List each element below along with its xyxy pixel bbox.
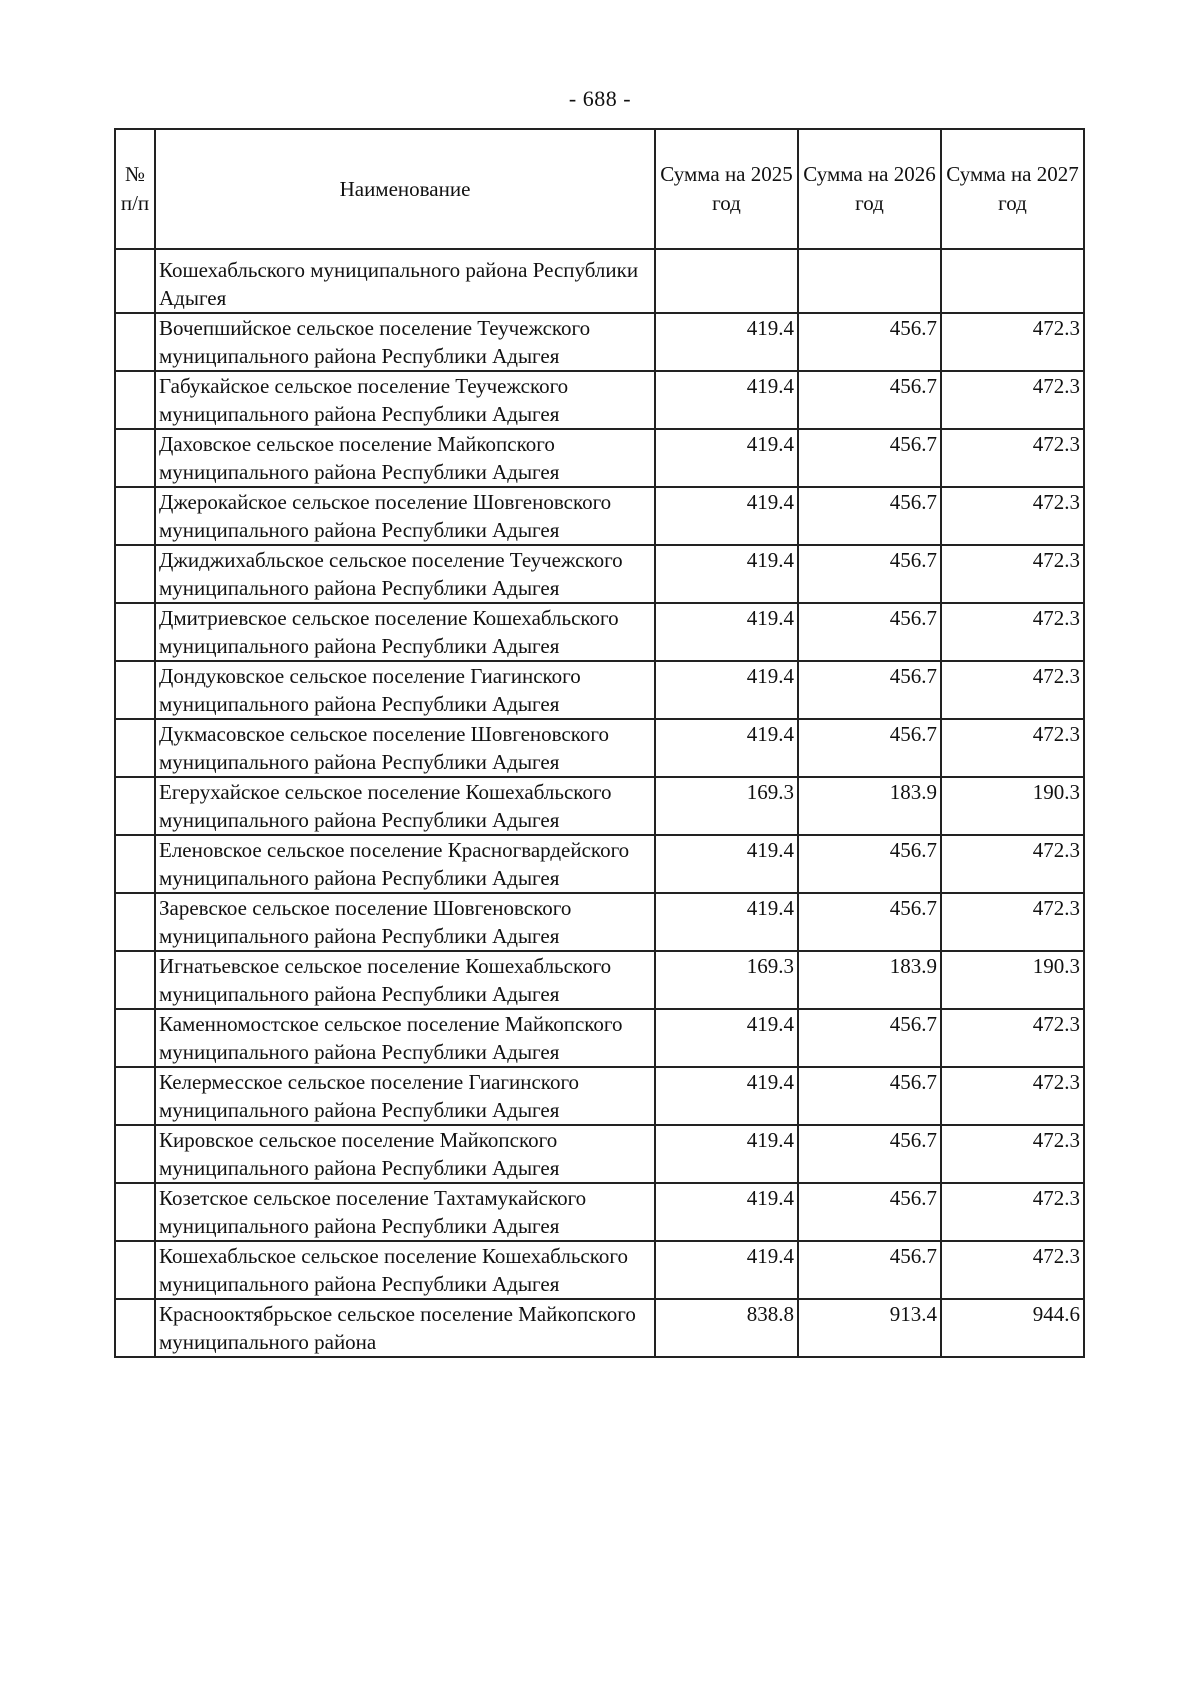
sum-2025-cell: 419.4 bbox=[655, 661, 798, 719]
row-number-cell bbox=[115, 371, 155, 429]
sum-2025-cell: 419.4 bbox=[655, 1241, 798, 1299]
sum-2025-cell: 419.4 bbox=[655, 487, 798, 545]
table-row bbox=[115, 719, 1084, 777]
sum-2026-cell: 456.7 bbox=[798, 1241, 941, 1299]
settlement-name-cell: Заревское сельское поселение Шовгеновского муниципального района Республики Адыгея bbox=[155, 893, 655, 951]
row-number-cell bbox=[115, 1009, 155, 1067]
settlement-name-cell: Джерокайское сельское поселение Шовгеновского муниципального района Республики Адыгея bbox=[155, 487, 655, 545]
sum-2026-cell: 456.7 bbox=[798, 1125, 941, 1183]
table-row bbox=[115, 1009, 1084, 1067]
row-number-cell bbox=[115, 1241, 155, 1299]
row-number-cell bbox=[115, 777, 155, 835]
sum-2026-cell: 456.7 bbox=[798, 487, 941, 545]
sum-2027-cell: 472.3 bbox=[941, 1241, 1084, 1299]
sum-2025-cell: 419.4 bbox=[655, 1009, 798, 1067]
table-row bbox=[115, 1299, 1084, 1357]
table-row bbox=[115, 1241, 1084, 1299]
settlement-name-cell: Дукмасовское сельское поселение Шовгеновского муниципального района Республики Адыгея bbox=[155, 719, 655, 777]
settlement-name-cell: Габукайское сельское поселение Теучежского муниципального района Республики Адыгея bbox=[155, 371, 655, 429]
table-row bbox=[115, 1183, 1084, 1241]
table-row bbox=[115, 603, 1084, 661]
table-row bbox=[115, 661, 1084, 719]
settlement-name-cell: Кошехабльского муниципального района Республики Адыгея bbox=[155, 249, 655, 313]
sum-2025-cell: 838.8 bbox=[655, 1299, 798, 1357]
settlement-name-cell: Егерухайское сельское поселение Кошехабльского муниципального района Республики Адыгея bbox=[155, 777, 655, 835]
sum-2026-cell: 456.7 bbox=[798, 1067, 941, 1125]
header-sum-2027: Сумма на 2027 год bbox=[941, 129, 1084, 249]
sum-2026-cell: 456.7 bbox=[798, 835, 941, 893]
settlement-name-cell: Дмитриевское сельское поселение Кошехабльского муниципального района Республики Адыгея bbox=[155, 603, 655, 661]
sum-2027-cell: 472.3 bbox=[941, 893, 1084, 951]
sum-2026-cell: 183.9 bbox=[798, 777, 941, 835]
sum-2026-cell: 913.4 bbox=[798, 1299, 941, 1357]
sum-2026-cell: 456.7 bbox=[798, 545, 941, 603]
sum-2027-cell: 472.3 bbox=[941, 545, 1084, 603]
sum-2025-cell: 419.4 bbox=[655, 603, 798, 661]
settlement-name-cell: Краснооктябрьское сельское поселение Майкопского муниципального района bbox=[155, 1299, 655, 1357]
row-number-cell bbox=[115, 1183, 155, 1241]
sum-2025-cell: 169.3 bbox=[655, 951, 798, 1009]
sum-2027-cell: 472.3 bbox=[941, 313, 1084, 371]
sum-2027-cell: 190.3 bbox=[941, 777, 1084, 835]
settlement-name-cell: Игнатьевское сельское поселение Кошехабльского муниципального района Республики Адыгея bbox=[155, 951, 655, 1009]
header-sum-2026: Сумма на 2026 год bbox=[798, 129, 941, 249]
row-number-cell bbox=[115, 951, 155, 1009]
header-num: № п/п bbox=[115, 129, 155, 249]
table-row bbox=[115, 951, 1084, 1009]
budget-table bbox=[114, 128, 1085, 1358]
settlement-name-cell: Келермесское сельское поселение Гиагинского муниципального района Республики Адыгея bbox=[155, 1067, 655, 1125]
table-row bbox=[115, 487, 1084, 545]
sum-2025-cell: 419.4 bbox=[655, 1067, 798, 1125]
sum-2025-cell: 419.4 bbox=[655, 835, 798, 893]
sum-2026-cell: 456.7 bbox=[798, 371, 941, 429]
table-row bbox=[115, 429, 1084, 487]
row-number-cell bbox=[115, 1125, 155, 1183]
row-number-cell bbox=[115, 313, 155, 371]
sum-2027-cell: 472.3 bbox=[941, 719, 1084, 777]
settlement-name-cell: Козетское сельское поселение Тахтамукайского муниципального района Республики Адыгея bbox=[155, 1183, 655, 1241]
row-number-cell bbox=[115, 249, 155, 313]
sum-2026-cell: 456.7 bbox=[798, 661, 941, 719]
page-number: - 688 - bbox=[568, 86, 632, 111]
settlement-name-cell: Кировское сельское поселение Майкопского муниципального района Республики Адыгея bbox=[155, 1125, 655, 1183]
row-number-cell bbox=[115, 603, 155, 661]
sum-2026-cell: 456.7 bbox=[798, 893, 941, 951]
header-sum-2025: Сумма на 2025 год bbox=[655, 129, 798, 249]
row-number-cell bbox=[115, 429, 155, 487]
sum-2027-cell: 472.3 bbox=[941, 487, 1084, 545]
row-number-cell bbox=[115, 893, 155, 951]
settlement-name-cell: Джиджихабльское сельское поселение Теучежского муниципального района Республики Адыгея bbox=[155, 545, 655, 603]
sum-2027-cell bbox=[941, 249, 1084, 313]
table-row bbox=[115, 777, 1084, 835]
row-number-cell bbox=[115, 661, 155, 719]
row-number-cell bbox=[115, 545, 155, 603]
table-row bbox=[115, 1125, 1084, 1183]
settlement-name-cell: Вочепшийское сельское поселение Теучежского муниципального района Республики Адыгея bbox=[155, 313, 655, 371]
sum-2025-cell: 169.3 bbox=[655, 777, 798, 835]
sum-2025-cell: 419.4 bbox=[655, 719, 798, 777]
row-number-cell bbox=[115, 835, 155, 893]
sum-2026-cell: 456.7 bbox=[798, 1183, 941, 1241]
sum-2027-cell: 472.3 bbox=[941, 1067, 1084, 1125]
settlement-name-cell: Еленовское сельское поселение Красногвардейского муниципального района Республики Адыгея bbox=[155, 835, 655, 893]
sum-2027-cell: 472.3 bbox=[941, 661, 1084, 719]
sum-2026-cell: 456.7 bbox=[798, 1009, 941, 1067]
table-row bbox=[115, 545, 1084, 603]
row-number-cell bbox=[115, 1067, 155, 1125]
sum-2027-cell: 472.3 bbox=[941, 371, 1084, 429]
sum-2026-cell: 456.7 bbox=[798, 719, 941, 777]
table-row bbox=[115, 313, 1084, 371]
table-row bbox=[115, 249, 1084, 313]
row-number-cell bbox=[115, 719, 155, 777]
sum-2025-cell bbox=[655, 249, 798, 313]
sum-2025-cell: 419.4 bbox=[655, 429, 798, 487]
row-number-cell bbox=[115, 487, 155, 545]
sum-2027-cell: 472.3 bbox=[941, 603, 1084, 661]
sum-2026-cell: 456.7 bbox=[798, 313, 941, 371]
sum-2026-cell: 183.9 bbox=[798, 951, 941, 1009]
sum-2025-cell: 419.4 bbox=[655, 893, 798, 951]
sum-2025-cell: 419.4 bbox=[655, 371, 798, 429]
sum-2025-cell: 419.4 bbox=[655, 1125, 798, 1183]
table-header-row bbox=[115, 129, 1084, 249]
header-name: Наименование bbox=[155, 129, 655, 249]
settlement-name-cell: Каменномостское сельское поселение Майкопского муниципального района Республики Адыгея bbox=[155, 1009, 655, 1067]
sum-2027-cell: 472.3 bbox=[941, 429, 1084, 487]
sum-2026-cell bbox=[798, 249, 941, 313]
sum-2027-cell: 472.3 bbox=[941, 1009, 1084, 1067]
sum-2025-cell: 419.4 bbox=[655, 545, 798, 603]
sum-2027-cell: 472.3 bbox=[941, 835, 1084, 893]
sum-2026-cell: 456.7 bbox=[798, 429, 941, 487]
settlement-name-cell: Дондуковское сельское поселение Гиагинского муниципального района Республики Адыгея bbox=[155, 661, 655, 719]
sum-2027-cell: 190.3 bbox=[941, 951, 1084, 1009]
table-row bbox=[115, 371, 1084, 429]
sum-2027-cell: 472.3 bbox=[941, 1125, 1084, 1183]
table-row bbox=[115, 1067, 1084, 1125]
sum-2026-cell: 456.7 bbox=[798, 603, 941, 661]
sum-2027-cell: 944.6 bbox=[941, 1299, 1084, 1357]
table-row bbox=[115, 835, 1084, 893]
settlement-name-cell: Даховское сельское поселение Майкопского муниципального района Республики Адыгея bbox=[155, 429, 655, 487]
row-number-cell bbox=[115, 1299, 155, 1357]
sum-2025-cell: 419.4 bbox=[655, 313, 798, 371]
table-body bbox=[115, 249, 1084, 1357]
sum-2027-cell: 472.3 bbox=[941, 1183, 1084, 1241]
sum-2025-cell: 419.4 bbox=[655, 1183, 798, 1241]
table-row bbox=[115, 893, 1084, 951]
settlement-name-cell: Кошехабльское сельское поселение Кошехабльского муниципального района Республики Адыгея bbox=[155, 1241, 655, 1299]
